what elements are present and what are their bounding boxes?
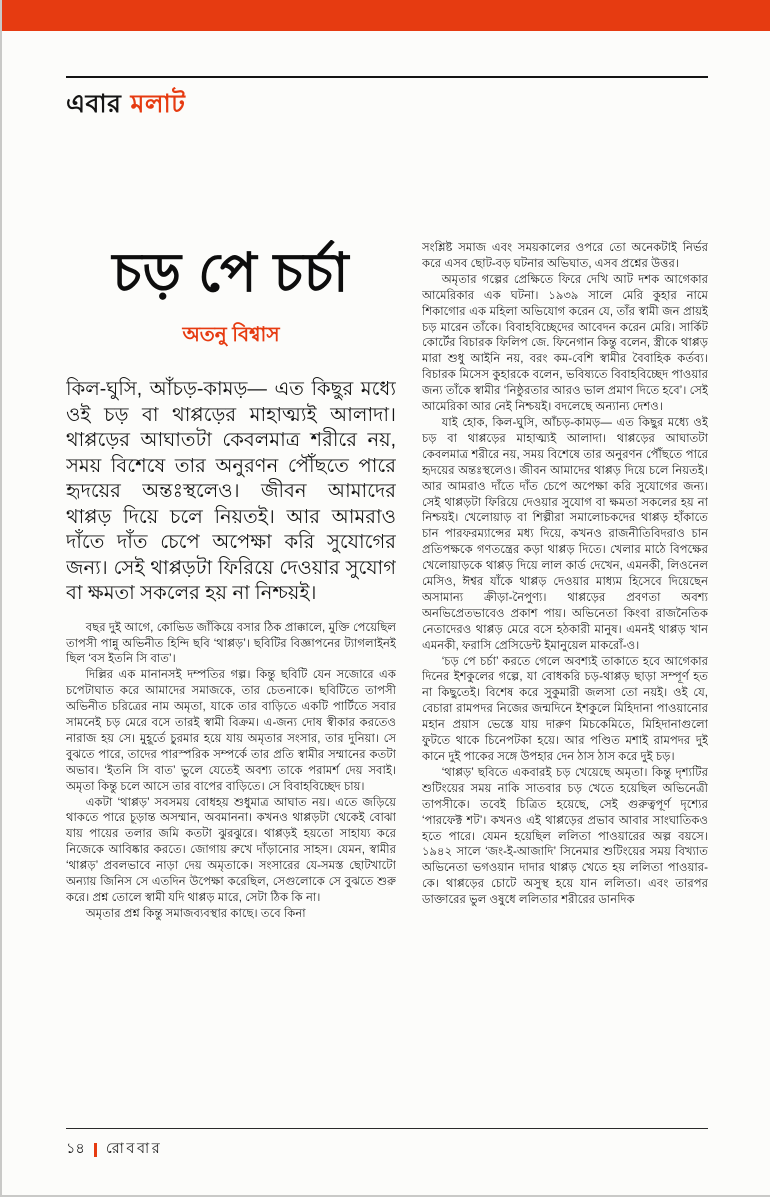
page-footer xyxy=(66,1128,708,1162)
paragraph: একটা ‘থাপ্পড়’ সবসময় বোধহয় শুধুমাত্র আঘাত নয়। এতে জড়িয়ে থাকতে পারে চূড়ান্ত অসম্মান, অবমাননা। কখনও থাপ্পড়টা থেকেই বোঝা যায় পায়ের তলার জমি কতটা ঝুরঝুরে। থাপ্পড়ই হয়তো সাহায্য করে নিজেকে আবিষ্কার করতে। জোগায় রুখে দাঁড়ানোর সাহস। যেমন, স্বামীর ‘থাপ্পড়’ প্রবলভাবে নাড়া দেয় অমৃতাকে। সংসারের যে-সমস্ত ছোটখাটো অন্যায় জিনিস সে এতদিন উপেক্ষা করেছিল, সেগুলোকে সে বুঝতে শুরু করে। প্রশ্ন তোলে স্বামী যদি থাপ্পড় মারে, সেটা ঠিক কি না। xyxy=(66,795,396,904)
paragraph: ‘চড় পে চর্চা’ করতে গেলে অবশ্যই তাকাতে হবে আগেকার দিনের ইশকুলের গল্পে, যা বোধকরি চড়-থাপ্পড় ছাড়া সম্পূর্ণ হত না কিছুতেই। বিশেষ করে সুকুমারী জলসা তো নয়ই। ওই যে, বেচারা রামপদর নিজের জন্মদিনে ইশকুলে মিহিদানা পাওয়ানোর মহান প্রয়াস ভেস্তে যায় দারুণ মিচকেমিতে, মিহিদানাগুলো ফুটতে থাকে চিনেপটকা হয়ে। আর পণ্ডিত মশাই রামপদর দুই কানে দুই পাকের সঙ্গে উপহার দেন ঠাস ঠাস করে দুই চড়। xyxy=(422,654,708,763)
paragraph: ‘থাপ্পড়’ ছবিতে একবারই চড় খেয়েছে অমৃতা। কিন্তু দৃশ্যটির শুটিংয়ের সময় নাকি সাতবার চড় খেতে হয়েছিল অভিনেত্রী তাপসীকে। তবেই চিত্রিত হয়েছে, সেই গুরুত্বপূর্ণ দৃশ্যের ‘পারফেক্ট শট’। কখনও এই থাপ্পড়ের প্রভাব আবার সাংঘাতিকও হতে পারে। যেমন হয়েছিল ললিতা পাওয়ারের অল্প বয়সে। ১৯৪২ সালে ‘জং-ই-আজাদি’ সিনেমার শুটিংয়ের সময় বিখ্যাত অভিনেতা ভগওয়ান দাদার থাপ্পড় খেতে হয় ললিতা পাওয়ার-কে। থাপ্পড়ের চোটে অসুস্থ হয়ে যান ললিতা। এবং তারপর ডাক্তারের ভুল ওষুধে ললিতার শরীরের ডানদিক xyxy=(422,765,708,907)
article-author: অতনু বিশ্বাস xyxy=(182,324,280,347)
article-body xyxy=(66,240,708,1126)
paragraph: দিল্লির এক মানানসই দম্পতির গল্প। কিন্তু ছবিটি যেন সজোরে এক চপেটাঘাত করে আমাদের সমাজকে, তার চেতনাকে। ছবিটিতে তাপসী অভিনীত চরিত্রের নাম অমৃতা, যাকে তার বাড়িতে একটি পার্টিতে সবার সামনেই চড় মেরে বসে তারই স্বামী বিক্রম। এ-জন্য দোষ স্বীকার করতেও নারাজ হয় সে। মুহূর্তে চুরমার হয়ে যায় অমৃতার সংসার, তার দুনিয়া। সে বুঝতে পারে, তাদের পারস্পরিক সম্পর্কে তার প্রতি স্বামীর সম্মানের কতটা অভাব। ‘ইতনি সি বাত’ ভুলে যেতেই অবশ্য তাকে পরামর্শ দেয় সবাই। অমৃতা কিন্তু চলে আসে তার বাপের বাড়িতে। সে বিবাহবিচ্ছেদ চায়। xyxy=(66,668,396,793)
footer-rule xyxy=(66,1128,708,1129)
section-label xyxy=(66,84,185,127)
left-column-paragraphs xyxy=(66,620,396,922)
paragraph: সংশ্লিষ্ট সমাজ এবং সময়কালের ওপরে তো অনেকটাই নির্ভর করে এসব ছোট-বড় ঘটনার অভিঘাত, এসব প্রশ্নের উত্তর। xyxy=(422,241,708,270)
left-column xyxy=(66,240,396,1126)
page-number: ১৪ xyxy=(66,1141,85,1157)
magazine-name: রোববার xyxy=(105,1141,163,1157)
paragraph: অমৃতার গল্পের প্রেক্ষিতে ফিরে দেখি আট দশক আগেকার আমেরিকার এক ঘটনা। ১৯৩৯ সালে মেরি কুহার নামে শিকাগোর এক মহিলা অভিযোগ করেন যে, তাঁর স্বামী জন প্রায়ই চড় মারেন তাঁকে। বিবাহবিচ্ছেদের আবেদন করেন মেরি। সার্কিট কোর্টের বিচারক ফিলিপ জে. ফিনেগান কিন্তু বলেন, স্ত্রীকে থাপ্পড় মারা শুধু আইনি নয়, বরং কম-বেশি স্বামীর বৈবাহিক কর্তব্য। বিচারক মিসেস কুহারকে বলেন, ভবিষ্যতে বিবাহবিচ্ছেদ পাওয়ার জন্য তাঁকে স্বামীর ‘নিষ্ঠুরতার আরও ভাল প্রমাণ দিতে হবে’। সেই আমেরিকা আর নেই নিশ্চয়ই। বদলেছে অন্যান্য দেশও। xyxy=(422,272,708,414)
footer-line xyxy=(66,1138,708,1162)
paragraph: অমৃতার প্রশ্ন কিন্তু সমাজব্যবস্থার কাছে। তবে কিনা xyxy=(85,906,306,920)
article-intro: কিল-ঘুসি, আঁচড়-কামড়— এত কিছুর মধ্যে ওই চড় বা থাপ্পড়ের মাহাত্ম্যই আলাদা। থাপ্পড়ের আঘাতটা কেবলমাত্র শরীরে নয়, সময় বিশেষে তার অনুরণন পৌঁছতে পারে হৃদয়ের অন্তঃস্থলেও। জীবন আমাদের থাপ্পড় দিয়ে চলে নিয়তই। আর আমরাও দাঁতে দাঁত চেপে অপেক্ষা করি সুযোগের জন্য। সেই থাপ্পড়টা ফিরিয়ে দেওয়ার সুযোগ বা ক্ষমতা সকলের হয় না নিশ্চয়ই। xyxy=(66,378,396,605)
paragraph: যাই হোক, কিল-ঘুসি, আঁচড়-কামড়— এত কিছুর মধ্যে ওই চড় বা থাপ্পড়ের মাহাত্ম্যই আলাদা। থাপ্পড়ের আঘাতটা কেবলমাত্র শরীরে নয়, সময় বিশেষে তার অনুরণন পৌঁছতে পারে হৃদয়ের অন্তঃস্থলেও। জীবন আমাদের থাপ্পড় দিয়ে চলে নিয়তই। আর আমরাও দাঁতে দাঁত চেপে অপেক্ষা করি সুযোগের জন্য। সেই থাপ্পড়টা ফিরিয়ে দেওয়ার সুযোগ বা ক্ষমতা সকলের হয় না নিশ্চয়ই। খেলোয়াড় বা শিল্পীরা সমালোচকদের থাপ্পড় হাঁকাতে চান পারফরম্যান্সের মধ্য দিয়ে, কখনও রাজনীতিবিদরাও চান প্রতিপক্ষকে গণতন্ত্রের কড়া থাপ্পড় দিতে। খেলার মাঠে বিপক্ষের খেলোয়াড়কে থাপ্পড় দিয়ে লাল কার্ড দেখেন, এমনকী, লিওনেল মেসিও, ঈশ্বর যাঁকে থাপ্পড় দেওয়ার মাধ্যম হিসেবে দিয়েছেন অসামান্য ক্রীড়া-নৈপুণ্য। থাপ্পড়ের প্রবণতা অবশ্য অনভিপ্রেতভাবেও প্রকাশ পায়। অভিনেতা কিংবা রাজনৈতিক নেতাদেরও থাপ্পড় মেরে বসে হঠকারী মানুষ। এমনই থাপ্পড় খান এমনকী, ফরাসি প্রেসিডেন্ট ইমানুয়েল মাকরোঁ-ও। xyxy=(422,415,708,652)
header-rule xyxy=(66,76,708,78)
top-red-bar xyxy=(2,0,770,31)
right-column-paragraphs xyxy=(422,240,708,1126)
section-label-black: এবার xyxy=(66,90,122,118)
footer-divider-bar xyxy=(94,1143,97,1157)
paragraph: বছর দুই আগে, কোভিড জাঁকিয়ে বসার ঠিক প্রাক্কালে, মুক্তি পেয়েছিল তাপসী পান্নু অভিনীত হিন্দি ছবি ‘থাপ্পড়’। ছবিটির বিজ্ঞাপনের ট্যাগলাইনই ছিল ‘বস ইতনি সি বাত’। xyxy=(66,620,396,666)
section-label-red: মলাট xyxy=(130,90,186,118)
article-headline: চড় পে চর্চা xyxy=(112,243,350,303)
